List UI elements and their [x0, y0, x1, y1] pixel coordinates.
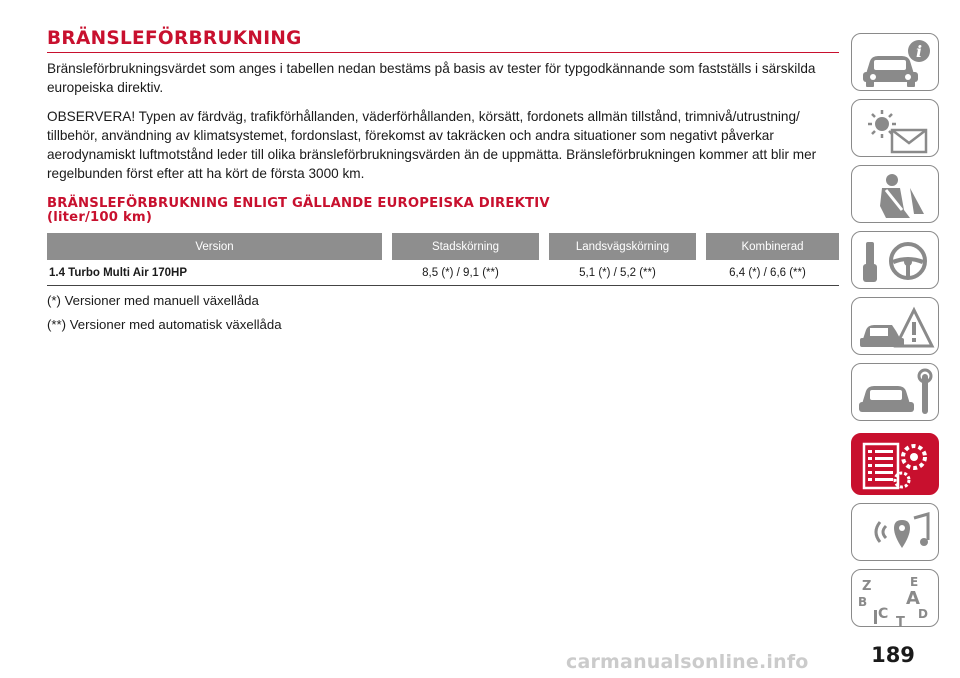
- subsection-title-line1: BRÄNSLEFÖRBRUKNING ENLIGT GÄLLANDE EUROPEISKA DIREKTIV: [47, 196, 550, 211]
- cell-city: 8,5 (*) / 9,1 (**): [382, 260, 539, 286]
- header-city: Stadskörning: [382, 233, 539, 260]
- tab-technical-data[interactable]: [851, 433, 939, 495]
- subsection-title-line2: (liter/100 km): [47, 210, 153, 225]
- header-highway: Landsvägskörning: [539, 233, 696, 260]
- dashboard-warning-lights-icon: [852, 100, 940, 158]
- tab-emergency[interactable]: [851, 297, 939, 355]
- car-maintenance-icon: [852, 364, 940, 422]
- svg-text:D: D: [918, 607, 928, 621]
- alphabetical-index-icon: [852, 570, 940, 628]
- emergency-icon: [852, 298, 940, 356]
- tab-car-info[interactable]: [851, 33, 939, 91]
- car-info-icon: [852, 34, 940, 92]
- svg-text:i: i: [915, 42, 923, 61]
- fuel-consumption-table: [47, 233, 839, 286]
- tab-dashboard[interactable]: [851, 99, 939, 157]
- tab-index[interactable]: [851, 569, 939, 627]
- tab-multimedia[interactable]: [851, 503, 939, 561]
- note-paragraph: OBSERVERA! Typen av färdväg, trafikförhållanden, väderförhållanden, körsätt, fordonets allmän tillstånd, trimnivå/utrustning/ tillbehör, användning av klimatsystemet, fordonslast, förekomst av takräcken och andra situationer som negativt påverkar aerodynamiskt luftmotstånd leder till olika bränsleförbrukningsvärden än de uppmätta. Bränsleförbrukningen kommer att blir mer regelbunden först efter att ha kört de första 3000 km.: [47, 109, 817, 181]
- technical-data-icon: [852, 434, 940, 496]
- page-number: 189: [871, 643, 915, 667]
- footnote-manual: (*) Versioner med manuell växellåda: [47, 293, 259, 308]
- cell-highway: 5,1 (*) / 5,2 (**): [539, 260, 696, 286]
- multimedia-icon: [852, 504, 940, 562]
- svg-text:A: A: [906, 588, 920, 609]
- header-version: Version: [47, 233, 382, 260]
- subsection-title: [47, 197, 839, 225]
- watermark: carmanualsonline.info: [566, 651, 809, 673]
- title-divider: [47, 52, 839, 53]
- footnote-automatic: (**) Versioner med automatisk växellåda: [47, 317, 282, 332]
- table-header-row: [47, 233, 839, 260]
- key-steering-wheel-icon: [852, 232, 940, 290]
- cell-version: 1.4 Turbo Multi Air 170HP: [47, 260, 382, 286]
- table-row: [47, 260, 839, 286]
- section-title: BRÄNSLEFÖRBRUKNING: [47, 28, 302, 49]
- intro-paragraph: Bränsleförbrukningsvärdet som anges i tabellen nedan bestäms på basis av tester för typgodkännande som fastställs i särskilda europeiska direktiv.: [47, 61, 816, 95]
- tab-safety[interactable]: [851, 165, 939, 223]
- cell-combined: 6,4 (*) / 6,6 (**): [696, 260, 839, 286]
- tab-starting-driving[interactable]: [851, 231, 939, 289]
- seat-safety-icon: [852, 166, 940, 224]
- tab-maintenance[interactable]: [851, 363, 939, 421]
- header-combined: Kombinerad: [696, 233, 839, 260]
- svg-text:T: T: [896, 615, 905, 628]
- main-content: [47, 28, 839, 334]
- svg-text:B: B: [858, 595, 868, 609]
- svg-text:C: C: [878, 606, 889, 622]
- svg-text:E: E: [910, 575, 919, 589]
- svg-text:Z: Z: [862, 579, 872, 594]
